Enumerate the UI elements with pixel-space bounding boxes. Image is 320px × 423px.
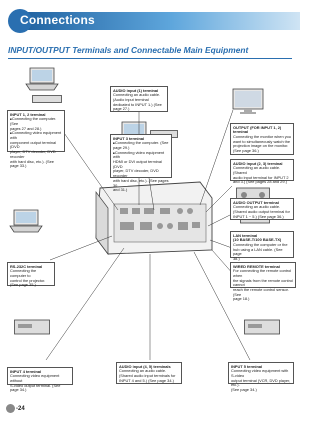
input5-terminal-box [228, 362, 294, 393]
input3-line: ■ Connecting video equipment with [113, 151, 169, 160]
audio-output-line: INPUT 1 ~ 5.) (See page 36.) [233, 213, 284, 219]
input5-line: output terminal (VCR, DVD player, etc.). [231, 377, 291, 388]
audio45-terminal-box [116, 362, 182, 384]
input12-line: pages 27 and 28.) [10, 125, 42, 131]
audio-output-terminal-box [230, 198, 294, 220]
input3-title: INPUT 3 terminal [113, 135, 145, 141]
page-number [6, 404, 25, 413]
input3-line: player, DTV decoder, DVD recorder [113, 168, 159, 179]
rs232c-line: Connecting the computer to [10, 268, 37, 278]
audio45-line: (Shared audio input terminals for [119, 372, 176, 378]
input3-line: page 29.) [113, 144, 130, 150]
audio23-title: AUDIO input (2, 3) terminal [233, 160, 283, 166]
page-title: Connections [20, 13, 95, 27]
input3-line: HDMI or DVI output terminal (DVD [113, 159, 162, 169]
audio1-line: page 27.) [113, 106, 130, 112]
audio1-line: (Audio input terminal [113, 96, 149, 102]
input3-line: ■ Connecting the computer. (See [113, 141, 169, 146]
lan-line: hub using a LAN cable. (See page [233, 246, 283, 257]
lan-terminal-box [230, 231, 294, 262]
audio45-title: AUDIO input (4, 5) terminals [119, 363, 171, 369]
input4-line: S-video output terminal. (See page 34.) [10, 382, 61, 393]
rs232c-line: (See page 35.) [10, 282, 36, 288]
rs232c-line: control the projector. [10, 277, 46, 283]
audio45-line: Connecting an audio cable. [119, 368, 167, 374]
rs232c-terminal-box [7, 262, 55, 286]
audio-output-title: AUDIO OUTPUT terminal [233, 199, 279, 205]
lan-line: 38.) [233, 256, 240, 262]
output-line: Connecting the monitor when you [233, 133, 291, 139]
wired-line: For connecting the remote control when [233, 268, 292, 278]
wired-line: page 18.) [233, 296, 250, 302]
input12-line: ■ Connecting video equipment with [10, 131, 62, 140]
audio23-line: and 3.) (See pages 28 and 29.) [233, 179, 287, 185]
output-line: projection image on the monitor. [233, 143, 289, 149]
output-line: (See page 36.) [233, 148, 259, 154]
rs232c-title: RS-232C terminal [10, 263, 43, 269]
input3-terminal-box [110, 134, 172, 193]
input12-line: with hard disc, etc.). (See page 33.) [10, 158, 54, 169]
wired-remote-terminal-box [230, 262, 296, 302]
output-line: want to simultaneously watch the [233, 138, 291, 144]
audio23-terminal-box [230, 159, 294, 185]
input12-line: ■ Connecting the computer. (See [10, 117, 62, 126]
input12-title: INPUT 1, 2 terminal [10, 111, 46, 117]
audio23-line: Connecting an audio cable. (Shared [233, 165, 281, 175]
output-title2: terminal [233, 129, 249, 135]
section-subtitle: INPUT/OUTPUT Terminals and Connectable Main Equipment [8, 45, 249, 55]
output-title: OUTPUT (FOR INPUT 1, 2) [233, 124, 282, 130]
input4-title: INPUT 4 terminal [10, 368, 42, 374]
audio1-title: AUDIO input (1) terminal [113, 87, 159, 93]
input4-line: Connecting video equipment without [10, 373, 60, 383]
audio-output-line: (Shared audio output terminal for [233, 208, 290, 214]
audio1-terminal-box [110, 86, 168, 112]
wired-line: reach the remote control sensor. (See [233, 287, 289, 297]
lan-line: Connecting the computer or the [233, 241, 288, 247]
audio-output-line: Connecting an audio cable. [233, 204, 281, 210]
input4-terminal-box [7, 367, 73, 393]
input5-title: INPUT 5 terminal [231, 363, 263, 369]
lan-title2: (10 BASE-T/100 BASE-TX) [233, 237, 282, 243]
audio1-line: Connecting an audio cable. [113, 92, 161, 98]
input5-line: Connecting video equipment with S-video [231, 368, 289, 378]
input12-line: player, DTV decoder, DVD recorder [10, 149, 56, 159]
audio23-line: audio input terminal for INPUT 2 [233, 174, 289, 180]
input12-line: component output terminal (DVD [10, 139, 57, 150]
audio1-line: dedicated to INPUT 1.) (See [113, 101, 162, 107]
wired-line: the signals from the remote control cannot [233, 277, 293, 288]
output-terminal-box [230, 123, 294, 155]
audio45-line: INPUT 4 and 5.) (See page 34.) [119, 377, 174, 383]
page-badge-icon [6, 404, 15, 413]
input12-terminal-box [7, 110, 65, 169]
lan-title: LAN terminal [233, 232, 258, 238]
input5-line: (See page 34.) [231, 387, 257, 393]
wired-title: WIRED REMOTE terminal [233, 263, 280, 269]
input3-line: with hard disc, etc.). (See pages 30 [113, 177, 169, 188]
input3-line: and 31.) [113, 187, 128, 193]
page-number-text: -24 [16, 406, 25, 413]
